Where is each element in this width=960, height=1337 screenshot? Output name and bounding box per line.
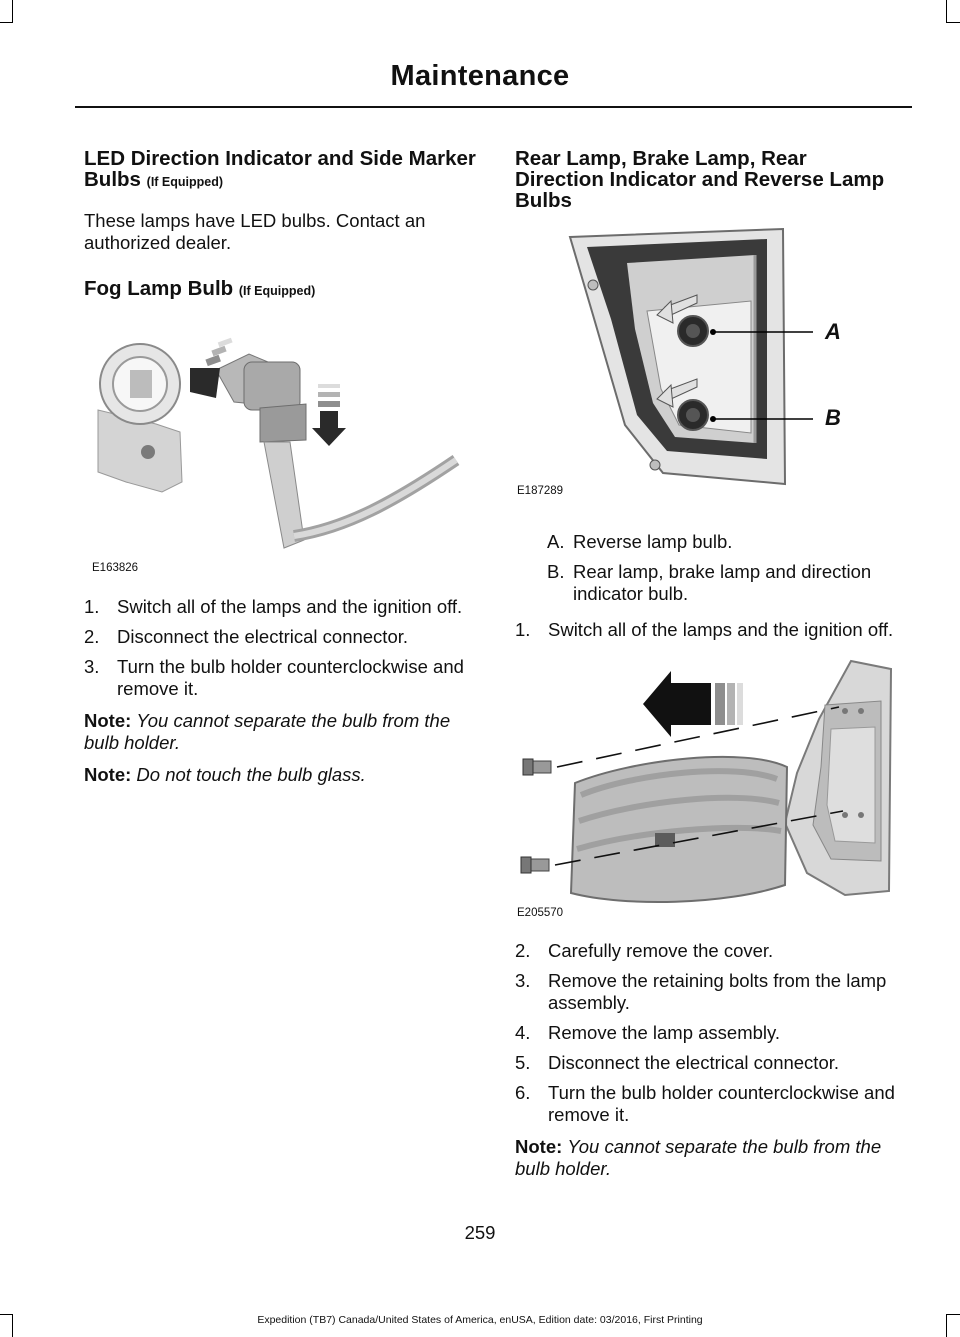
step-number: 5. <box>515 1052 531 1073</box>
note-label: Note: <box>84 710 132 731</box>
fog-lamp-illustration <box>84 332 464 582</box>
note-text: You cannot separate the bulb from the bulb holder. <box>84 710 451 753</box>
list-item <box>515 940 910 962</box>
callout-b: B <box>825 405 841 430</box>
page-title: Maintenance <box>390 60 570 92</box>
page-number: 259 <box>464 1222 496 1243</box>
rear-steps <box>515 940 910 1126</box>
rear-lamp-figure-code: E187289 <box>517 485 564 497</box>
list-item <box>515 970 910 1014</box>
step-number: 2. <box>84 626 100 647</box>
step-text: Disconnect the electrical connector. <box>548 1052 840 1073</box>
crop-mark <box>12 0 13 22</box>
crop-mark <box>946 22 960 23</box>
legend-key: A. <box>547 531 565 552</box>
list-item <box>515 619 910 641</box>
crop-mark <box>0 22 13 23</box>
step-text: Disconnect the electrical connector. <box>117 626 409 647</box>
step-number: 1. <box>84 596 100 617</box>
callout-legend <box>515 531 910 605</box>
step-number: 3. <box>84 656 100 677</box>
list-item <box>515 1082 910 1126</box>
step-number: 3. <box>515 970 531 991</box>
step-number: 4. <box>515 1022 531 1043</box>
footer-edition: Expedition (TB7) Canada/United States of America, enUSA, Edition date: 03/2016, First Printing <box>257 1314 703 1326</box>
fog-section-heading <box>84 278 479 302</box>
fog-lamp-figure <box>84 332 464 582</box>
note-label: Note: <box>84 764 132 785</box>
led-heading-qualifier: (If Equipped) <box>146 175 224 189</box>
list-item <box>84 656 479 700</box>
callout-a: A <box>825 319 841 344</box>
rear-step-1 <box>515 619 910 641</box>
step-text: Remove the lamp assembly. <box>548 1022 781 1043</box>
fog-steps <box>84 596 479 700</box>
led-body: These lamps have LED bulbs. Contact an authorized dealer. <box>84 210 426 253</box>
legend-text: Rear lamp, brake lamp and direction indicator bulb. <box>573 561 872 604</box>
cover-removal-figure <box>515 655 907 920</box>
list-item <box>515 1022 910 1044</box>
legend-text: Reverse lamp bulb. <box>573 531 733 552</box>
fog-note-1 <box>84 710 479 754</box>
fog-heading-title: Fog Lamp Bulb <box>84 277 234 300</box>
note-text: Do not touch the bulb glass. <box>136 764 366 785</box>
step-text: Remove the retaining bolts from the lamp assembly. <box>548 970 887 1013</box>
rear-note <box>515 1136 910 1180</box>
step-number: 2. <box>515 940 531 961</box>
step-text: Carefully remove the cover. <box>548 940 774 961</box>
step-number: 1. <box>515 619 531 640</box>
header-rule <box>75 106 912 108</box>
step-number: 6. <box>515 1082 531 1103</box>
step-text: Switch all of the lamps and the ignition off. <box>117 596 463 617</box>
step-text: Turn the bulb holder counterclockwise and remove it. <box>117 656 464 699</box>
cover-figure-code: E205570 <box>517 907 564 919</box>
list-item <box>84 626 479 648</box>
cover-removal-illustration <box>515 655 907 920</box>
legend-item <box>515 531 910 553</box>
rear-lamp-illustration <box>515 219 895 499</box>
left-column <box>84 148 479 786</box>
list-item <box>515 1052 910 1074</box>
fog-note-2 <box>84 764 479 786</box>
fog-figure-code: E163826 <box>92 562 139 574</box>
fog-heading-qualifier: (If Equipped) <box>238 284 316 298</box>
note-label: Note: <box>515 1136 563 1157</box>
rear-lamp-figure <box>515 219 895 499</box>
step-text: Switch all of the lamps and the ignition off. <box>548 619 894 640</box>
led-section-heading <box>84 148 479 193</box>
legend-key: B. <box>547 561 565 582</box>
legend-item <box>515 561 910 605</box>
crop-mark <box>946 0 947 22</box>
led-heading-title: LED Direction Indicator and Side Marker Bulbs <box>84 147 476 191</box>
right-column <box>515 148 910 1180</box>
step-text: Turn the bulb holder counterclockwise and remove it. <box>548 1082 895 1125</box>
note-text: You cannot separate the bulb from the bulb holder. <box>515 1136 882 1179</box>
rear-lamp-heading: Rear Lamp, Brake Lamp, Rear Direction Indicator and Reverse Lamp Bulbs <box>515 147 885 212</box>
list-item <box>84 596 479 618</box>
